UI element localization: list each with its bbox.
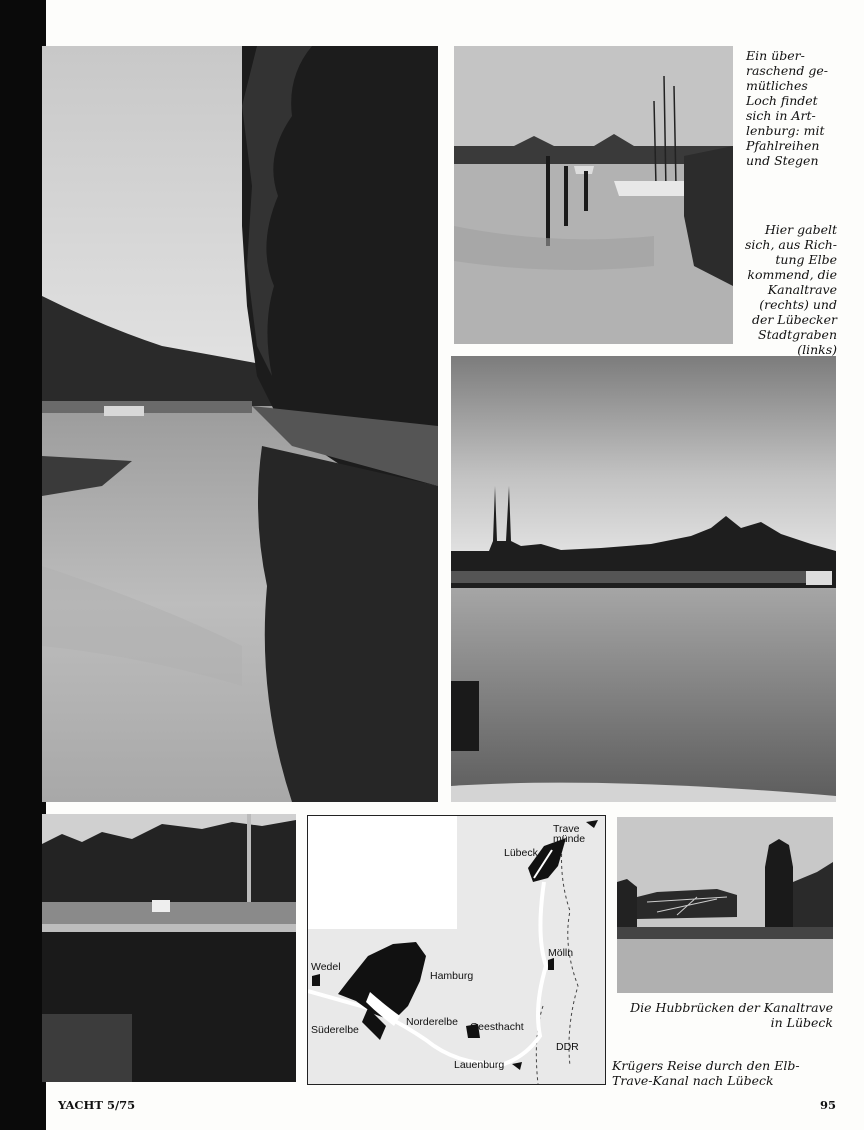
map-label-geesthacht: Geesthacht [470, 1021, 524, 1033]
map-label-luebeck: Lübeck [504, 847, 538, 859]
map-label-moelln: Mölln [548, 947, 574, 959]
map-label-suederelbe: Süderelbe [311, 1024, 359, 1036]
photo-lift-bridges [617, 817, 833, 993]
photo-artlenburg-harbour [454, 46, 733, 344]
map-label-norderelbe: Norderelbe [406, 1016, 458, 1028]
map-label-lauenburg: Lauenburg [454, 1059, 505, 1071]
map-label-muende: münde [553, 833, 586, 845]
footer-page-number: 95 [820, 1098, 837, 1112]
caption-artlenburg: Ein über- raschend ge- mütliches Loch findet sich in Art- lenburg: mit Pfahlreihen und Stegen [746, 48, 828, 168]
caption-gabel: Hier gabelt sich, aus Rich- tung Elbe kommend, die Kanaltrave (rechts) und der Lübecker Stadtgraben (links) [745, 222, 837, 357]
map-label-ddr: DDR [556, 1041, 579, 1053]
caption-reise: Krügers Reise durch den Elb- Trave-Kanal nach Lübeck [612, 1058, 800, 1088]
footer-magazine-issue: YACHT 5/75 [58, 1098, 136, 1112]
map-label-wedel: Wedel [311, 961, 341, 973]
photo-lock-quay [42, 814, 296, 1082]
photo-canal-trees [42, 46, 438, 802]
caption-hubbruecken: Die Hubbrücken der Kanaltrave in Lübeck [630, 1000, 833, 1030]
map-label-hamburg: Hamburg [430, 970, 474, 982]
photo-luebeck-fork [451, 356, 836, 802]
route-map [307, 815, 606, 1085]
map-label-trave: Trave [553, 823, 580, 835]
page-spine-shadow [0, 0, 46, 1130]
